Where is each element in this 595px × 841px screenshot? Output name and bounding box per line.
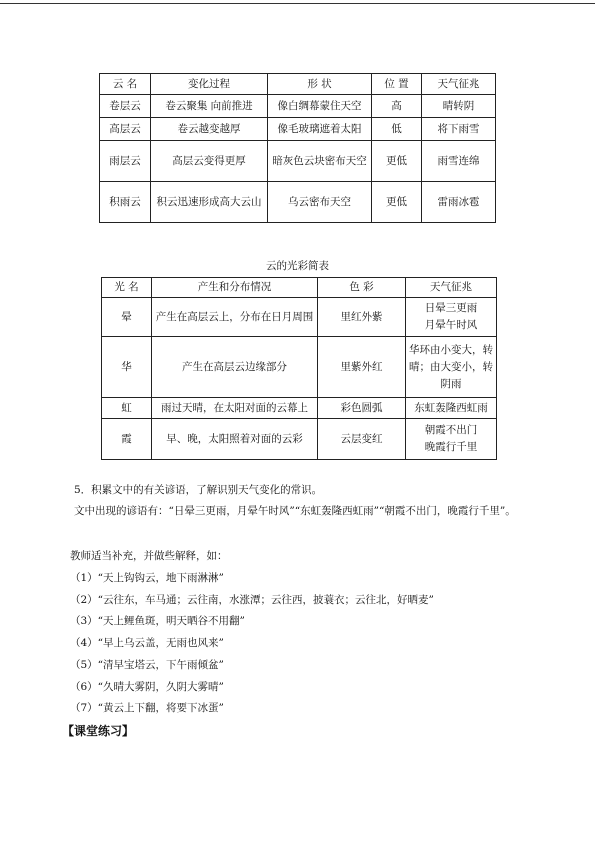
table-row <box>102 298 497 337</box>
proverb-item: （5）“清早宝塔云，下午雨倾盆” <box>70 659 224 671</box>
table-row <box>100 141 496 182</box>
table-cell: 积云迅速形成高大云山 <box>151 182 268 223</box>
table-cell: 华环由小变大，转晴；由大变小，转阴雨 <box>406 337 497 398</box>
table-cell: 更低 <box>372 182 422 223</box>
table-cell: 暗灰色云块密布天空 <box>268 141 372 182</box>
table-cell: 低 <box>372 118 422 141</box>
table-cell: 将下雨雪 <box>422 118 496 141</box>
table-row <box>100 95 496 118</box>
proverb-item: （4）“早上乌云盖，无雨也风来” <box>70 637 224 649</box>
table-caption: 云的光彩简表 <box>266 260 329 272</box>
table-cell: 日晕三更雨 月晕午时风 <box>406 298 497 337</box>
table-cell: 雨雪连绵 <box>422 141 496 182</box>
proverb-item: （2）“云往东，车马通；云往南，水涨潭；云往西，披蓑衣；云往北，好晒麦” <box>70 594 434 606</box>
table-cell: 卷云越变越厚 <box>151 118 268 141</box>
table-cell: 里紫外红 <box>318 337 406 398</box>
table-row <box>102 398 497 419</box>
table-cell: 卷云聚集 向前推进 <box>151 95 268 118</box>
table-cell: 雨过天晴，在太阳对面的云幕上 <box>152 398 318 419</box>
column-header: 色 彩 <box>318 278 406 298</box>
table-cell: 里红外紫 <box>318 298 406 337</box>
table-row <box>102 337 497 398</box>
column-header: 位 置 <box>372 74 422 95</box>
table-cell: 产生在高层云上，分布在日月周围 <box>152 298 318 337</box>
table-cell: 朝霞不出门 晚霞行千里 <box>406 419 497 460</box>
table-cell: 乌云密布天空 <box>268 182 372 223</box>
page-top-rule <box>0 3 595 4</box>
table-cell: 东虹轰隆西虹雨 <box>406 398 497 419</box>
proverbs-intro-paragraph: 文中出现的谚语有：“日晕三更雨，月晕午时风”“东虹轰隆西虹雨”“朝霞不出门，晚霞行千里”。 <box>74 505 516 517</box>
table-cell: 高层云 <box>100 118 151 141</box>
table-header-row <box>100 74 496 95</box>
table-cell: 卷层云 <box>100 95 151 118</box>
cloud-types-table <box>99 73 496 223</box>
column-header: 天气征兆 <box>406 278 497 298</box>
column-header: 云 名 <box>100 74 151 95</box>
item-5-heading: 5．积累文中的有关谚语，了解识别天气变化的常识。 <box>74 484 323 496</box>
table-cell: 雨层云 <box>100 141 151 182</box>
table-cell: 彩色圆弧 <box>318 398 406 419</box>
teacher-note: 教师适当补充，并做些解释，如： <box>70 550 228 562</box>
column-header: 天气征兆 <box>422 74 496 95</box>
table-cell: 更低 <box>372 141 422 182</box>
table-row <box>102 419 497 460</box>
table-row <box>100 118 496 141</box>
table-cell: 像毛玻璃遮着太阳 <box>268 118 372 141</box>
column-header: 产生和分布情况 <box>152 278 318 298</box>
column-header: 变化过程 <box>151 74 268 95</box>
table-cell: 雷雨冰雹 <box>422 182 496 223</box>
table-cell: 云层变红 <box>318 419 406 460</box>
proverb-item: （6）“久晴大雾阴，久阴大雾晴” <box>70 681 224 693</box>
table-row <box>100 182 496 223</box>
table-cell: 华 <box>102 337 152 398</box>
table-cell: 产生在高层云边缘部分 <box>152 337 318 398</box>
table-cell: 高 <box>372 95 422 118</box>
section-title: 【课堂练习】 <box>62 724 135 738</box>
table-cell: 积雨云 <box>100 182 151 223</box>
proverb-item: （1）“天上钩钩云，地下雨淋淋” <box>70 572 224 584</box>
table-cell: 虹 <box>102 398 152 419</box>
table-cell: 晴转阴 <box>422 95 496 118</box>
column-header: 形 状 <box>268 74 372 95</box>
proverb-item: （7）“黄云上下翻，将要下冰蛋” <box>70 702 224 714</box>
table-cell: 霞 <box>102 419 152 460</box>
proverb-item: （3）“天上鲤鱼斑，明天晒谷不用翻” <box>70 615 245 627</box>
table-cell: 晕 <box>102 298 152 337</box>
cloud-optics-table <box>101 277 497 460</box>
table-cell: 早、晚，太阳照着对面的云彩 <box>152 419 318 460</box>
column-header: 光 名 <box>102 278 152 298</box>
table-cell: 高层云变得更厚 <box>151 141 268 182</box>
table-cell: 像白绸幕蒙住天空 <box>268 95 372 118</box>
table-header-row <box>102 278 497 298</box>
